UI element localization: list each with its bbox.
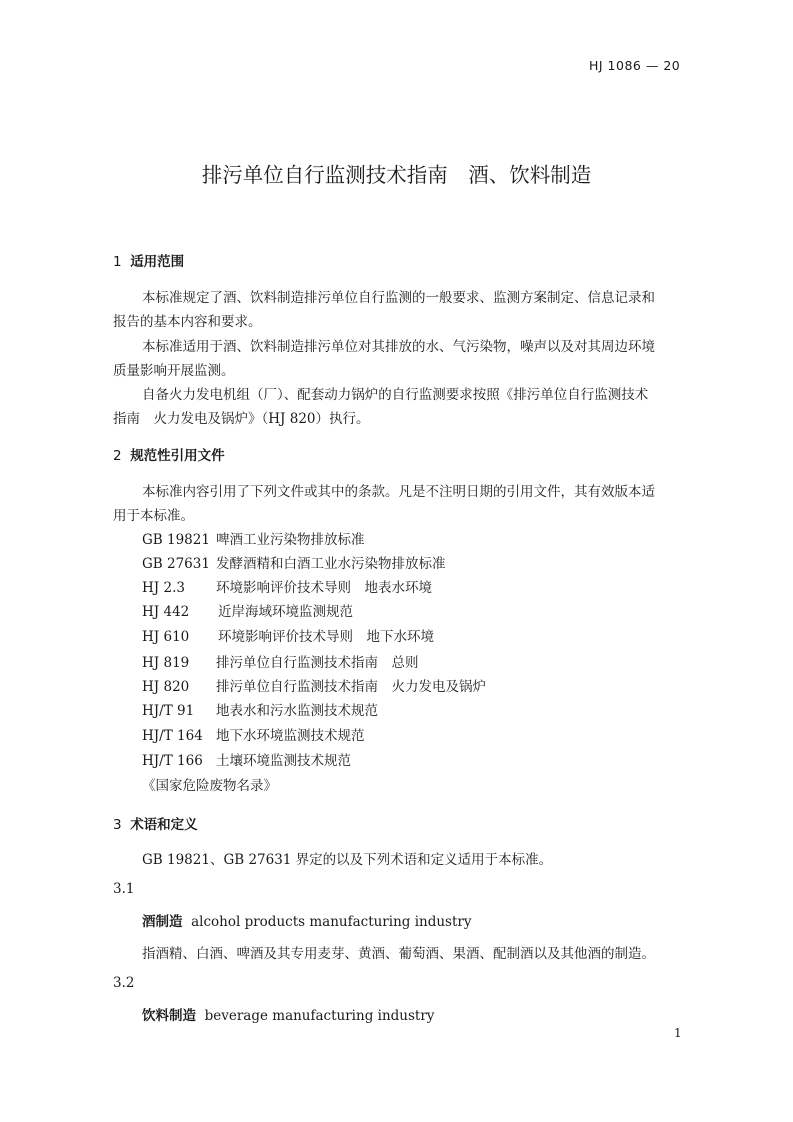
reference-code: HJ 820	[142, 679, 190, 695]
term-english: beverage manufacturing industry	[204, 1008, 435, 1024]
reference-item	[142, 675, 486, 695]
scope-paragraph-1-line-1: 本标准规定了酒、饮料制造排污单位自行监测的一般要求、监测方案制定、信息记录和	[142, 290, 655, 306]
scope-paragraph-2-line-1: 本标准适用于酒、饮料制造排污单位对其排放的水、气污染物，噪声以及对其周边环境	[142, 339, 655, 355]
term-3-2-number: 3.2	[113, 975, 135, 991]
reference-name: 土壤环境监测技术规范	[216, 753, 351, 769]
section-number: 1	[113, 254, 122, 270]
reference-code: HJ 2.3	[142, 580, 185, 596]
section-title: 术语和定义	[130, 817, 198, 833]
scope-paragraph-1-line-2: 报告的基本内容和要求。	[113, 314, 262, 330]
scope-paragraph-2-line-2: 质量影响开展监测。	[113, 363, 235, 379]
term-3-1-heading	[142, 910, 472, 930]
reference-code: GB 19821	[142, 532, 210, 548]
reference-code: HJ/T 166	[142, 753, 203, 769]
page-title: 排污单位自行监测技术指南 酒、饮料制造	[201, 163, 592, 187]
section-3-heading	[113, 813, 198, 833]
normative-intro-line-2: 用于本标准。	[113, 508, 194, 524]
section-2-heading	[113, 444, 225, 464]
reference-code: HJ 819	[142, 655, 190, 671]
term-chinese: 饮料制造	[142, 1008, 196, 1024]
reference-code: HJ/T 91	[142, 703, 195, 719]
reference-code: HJ/T 164	[142, 728, 203, 744]
reference-item	[142, 552, 446, 572]
section-number: 3	[113, 817, 122, 833]
section-title: 适用范围	[130, 254, 185, 270]
scope-paragraph-3-line-1: 自备火力发电机组（厂）、配套动力锅炉的自行监测要求按照《排污单位自行监测技术	[142, 387, 649, 403]
reference-name: 地表水和污水监测技术规范	[216, 703, 378, 719]
term-english: alcohol products manufacturing industry	[191, 914, 472, 930]
reference-name: 排污单位自行监测技术指南 火力发电及锅炉	[216, 679, 486, 695]
term-3-2-heading	[142, 1004, 434, 1024]
section-1-heading	[113, 250, 184, 270]
reference-item	[142, 749, 351, 769]
reference-name: 发酵酒精和白酒工业水污染物排放标准	[216, 556, 446, 572]
terms-intro: GB 19821、GB 27631 界定的以及下列术语和定义适用于本标准。	[142, 852, 553, 868]
reference-item	[142, 651, 419, 671]
section-title: 规范性引用文件	[130, 448, 225, 464]
reference-item	[142, 576, 432, 596]
term-3-1-number: 3.1	[113, 881, 135, 897]
reference-item	[142, 600, 353, 620]
scope-paragraph-3-line-2: 指南 火力发电及锅炉》（HJ 820）执行。	[113, 411, 370, 427]
term-chinese: 酒制造	[142, 914, 183, 930]
reference-name: 啤酒工业污染物排放标准	[216, 532, 365, 548]
reference-name: 近岸海域环境监测规范	[218, 604, 353, 620]
reference-name: 排污单位自行监测技术指南 总则	[216, 655, 419, 671]
standard-code-header: HJ 1086 — 20	[589, 58, 681, 73]
reference-catalog: 《国家危险废物名录》	[142, 778, 277, 794]
reference-name: 环境影响评价技术导则 地表水环境	[216, 580, 432, 596]
term-3-1-definition: 指酒精、白酒、啤酒及其专用麦芽、黄酒、葡萄酒、果酒、配制酒以及其他酒的制造。	[142, 946, 655, 962]
reference-item	[142, 699, 378, 719]
page-number: 1	[674, 1026, 682, 1040]
reference-item	[142, 724, 365, 744]
reference-code: GB 27631	[142, 556, 210, 572]
section-number: 2	[113, 448, 122, 464]
reference-item	[142, 528, 365, 548]
reference-name: 地下水环境监测技术规范	[216, 728, 365, 744]
normative-intro-line-1: 本标准内容引用了下列文件或其中的条款。凡是不注明日期的引用文件，其有效版本适	[142, 484, 655, 500]
reference-code: HJ 442	[142, 604, 190, 620]
reference-code: HJ 610	[142, 629, 190, 645]
reference-name: 环境影响评价技术导则 地下水环境	[218, 629, 434, 645]
reference-item	[142, 625, 434, 645]
